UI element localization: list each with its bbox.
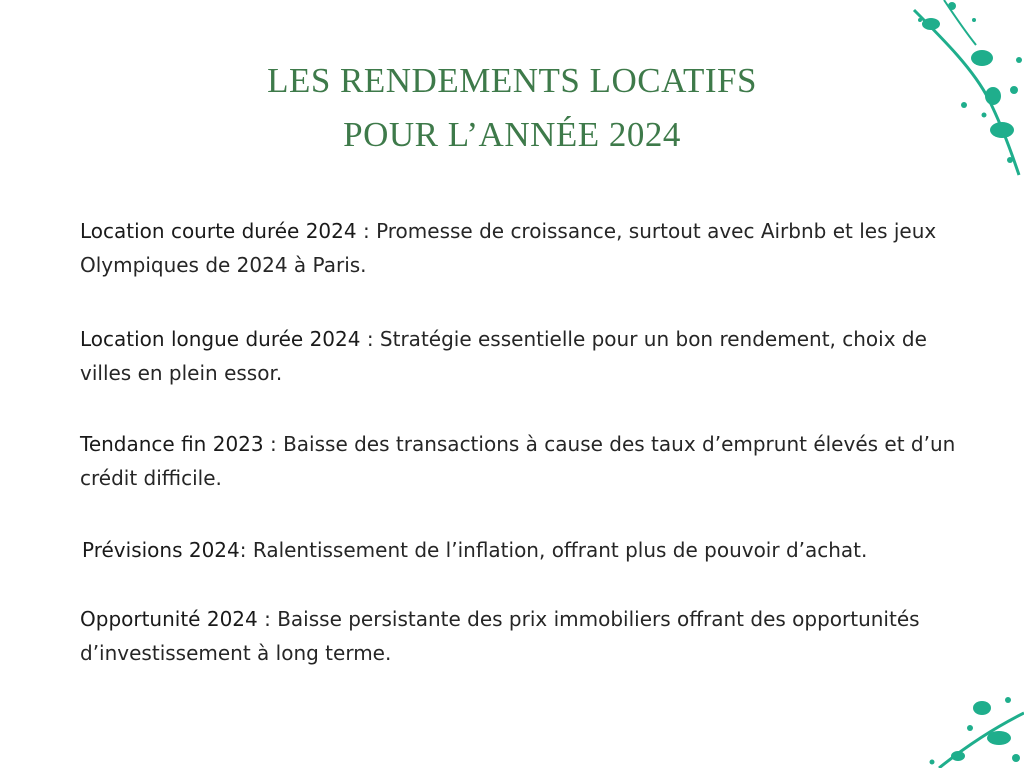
paragraph-lead: Prévisions 2024 xyxy=(82,538,240,562)
paragraph-lead: Opportunité 2024 xyxy=(80,607,258,631)
paint-splash-bottom-icon xyxy=(884,688,1024,768)
page-title xyxy=(0,54,1024,162)
paragraph-forecasts-2024 xyxy=(82,533,867,567)
paragraph-long-term-rental xyxy=(80,322,960,390)
paragraph-text: : Promesse de croissance, surtout avec Airbnb et les jeux Olympiques de 2024 à Paris. xyxy=(80,219,937,277)
paragraph-text: : Baisse persistante des prix immobiliers offrant des opportunités d’investissement à long terme. xyxy=(80,607,920,665)
paragraph-opportunity-2024 xyxy=(80,602,960,670)
paragraph-text: : Stratégie essentielle pour un bon rendement, choix de villes en plein essor. xyxy=(80,327,927,385)
paragraph-trend-2023 xyxy=(80,427,960,495)
title-line-2: POUR L’ANNÉE 2024 xyxy=(343,115,681,154)
paragraph-lead: Location courte durée 2024 xyxy=(80,219,357,243)
paragraph-short-term-rental xyxy=(80,214,960,282)
paragraph-lead: Location longue durée 2024 xyxy=(80,327,361,351)
paragraph-lead: Tendance fin 2023 xyxy=(80,432,264,456)
paragraph-text: : Ralentissement de l’inflation, offrant plus de pouvoir d’achat. xyxy=(239,538,868,562)
paragraph-text: : Baisse des transactions à cause des taux d’emprunt élevés et d’un crédit difficile. xyxy=(80,432,956,490)
title-line-1: LES RENDEMENTS LOCATIFS xyxy=(267,61,757,100)
